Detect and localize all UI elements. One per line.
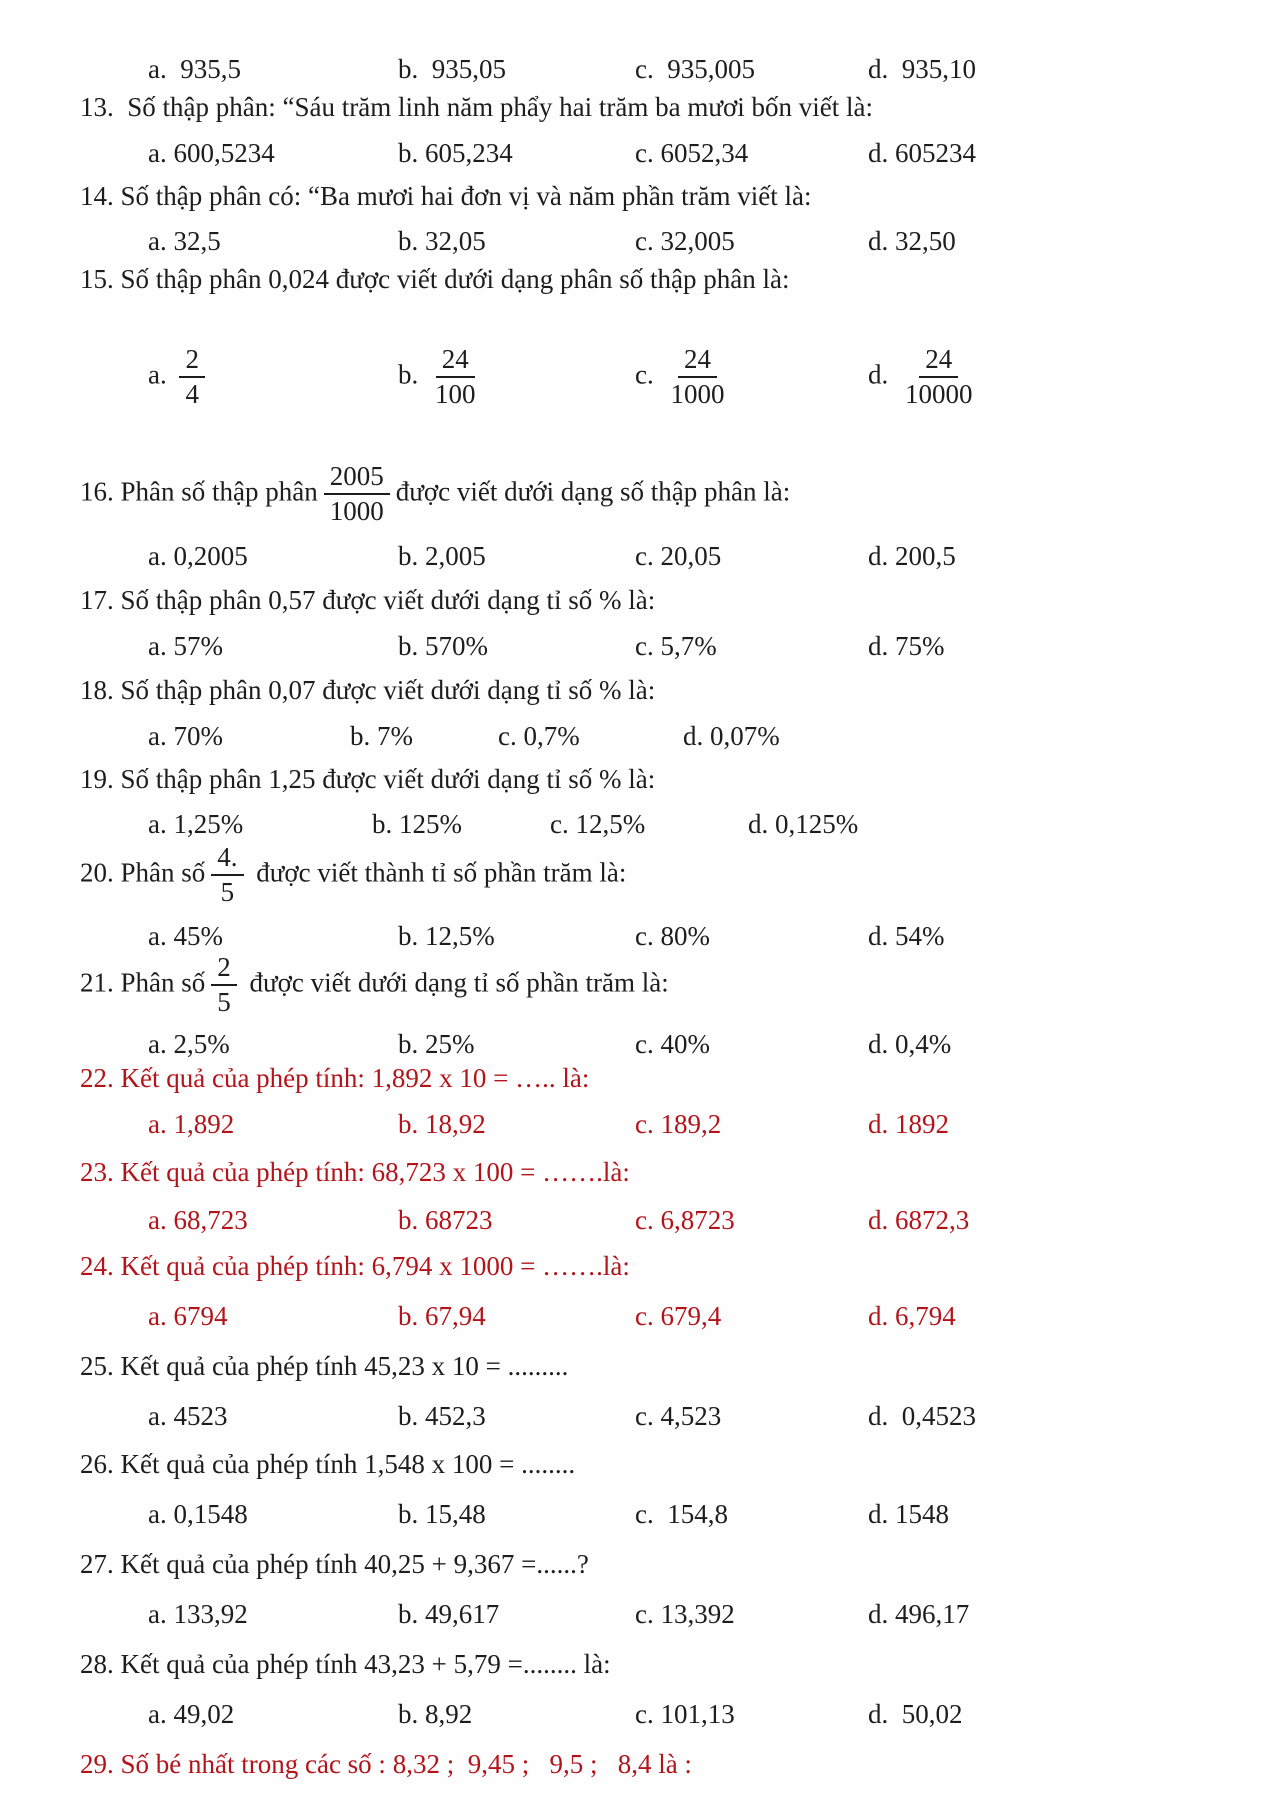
option-label: a. xyxy=(148,1599,167,1629)
option-item xyxy=(868,541,956,572)
option-label: a. xyxy=(148,1401,167,1431)
option-item xyxy=(748,809,858,840)
option-item xyxy=(635,1109,721,1140)
question-row xyxy=(80,181,1267,212)
option-item xyxy=(868,54,976,85)
option-item xyxy=(148,921,223,952)
question-row xyxy=(80,764,1267,795)
question-number: 29. xyxy=(80,1749,114,1779)
option-value: 570% xyxy=(425,631,488,661)
option-item xyxy=(398,54,506,85)
option-label: b. xyxy=(398,138,419,168)
option-value: 8,92 xyxy=(425,1699,473,1729)
question-row xyxy=(80,1157,1267,1188)
option-item xyxy=(148,809,243,840)
option-value: 12,5% xyxy=(575,809,646,839)
option-item xyxy=(868,1599,969,1630)
option-label: c. xyxy=(635,1699,654,1729)
fraction-denominator: 5 xyxy=(220,877,235,908)
option-item xyxy=(148,1029,230,1060)
option-value: 0,1548 xyxy=(173,1499,248,1529)
question-text: Kết quả của phép tính 1,548 x 100 = ........ xyxy=(120,1449,576,1479)
question-text: Kết quả của phép tính 40,25 + 9,367 =......? xyxy=(120,1549,589,1579)
option-item xyxy=(398,1499,486,1530)
option-label: c. xyxy=(635,1499,654,1529)
question-text: Phân số thập phân xyxy=(120,476,318,507)
question-number: 28. xyxy=(80,1649,114,1679)
option-label: b. xyxy=(398,1301,419,1331)
option-label: b. xyxy=(398,359,419,390)
option-value: 125% xyxy=(399,809,462,839)
option-value: 25% xyxy=(425,1029,475,1059)
option-value: 32,005 xyxy=(660,226,735,256)
option-item xyxy=(635,1401,721,1432)
question-number: 13. xyxy=(80,92,114,122)
option-item xyxy=(148,1499,248,1530)
question-row xyxy=(80,1749,1267,1780)
option-label: c. xyxy=(635,1301,654,1331)
option-item xyxy=(148,345,211,409)
option-label: c. xyxy=(550,809,569,839)
option-item xyxy=(635,345,734,409)
option-item xyxy=(635,1029,710,1060)
fraction-numerator: 2 xyxy=(179,345,205,378)
option-item xyxy=(398,541,486,572)
fraction-numerator: 2 xyxy=(211,953,237,986)
option-value: 57% xyxy=(173,631,223,661)
option-label: b. xyxy=(398,1499,419,1529)
fraction-denominator: 100 xyxy=(435,379,476,410)
option-value: 154,8 xyxy=(660,1499,728,1529)
option-value: 935,05 xyxy=(425,54,506,84)
option-value: 6794 xyxy=(173,1301,228,1331)
option-value: 4523 xyxy=(173,1401,228,1431)
option-item xyxy=(868,1029,951,1060)
option-item xyxy=(350,721,413,752)
option-value: 935,10 xyxy=(895,54,976,84)
option-item xyxy=(550,809,645,840)
option-item xyxy=(148,1205,248,1236)
question-number: 25. xyxy=(80,1351,114,1381)
option-value: 935,005 xyxy=(660,54,755,84)
option-item xyxy=(635,541,721,572)
question-number: 19. xyxy=(80,764,114,794)
option-value: 101,13 xyxy=(660,1699,735,1729)
question-text: được viết dưới dạng số thập phân là: xyxy=(395,476,791,507)
option-label: a. xyxy=(148,359,167,390)
option-item xyxy=(148,226,221,257)
option-value: 496,17 xyxy=(895,1599,970,1629)
option-value: 1892 xyxy=(895,1109,949,1139)
option-value: 200,5 xyxy=(895,541,956,571)
option-label: b. xyxy=(350,721,371,751)
option-label: c. xyxy=(635,1401,654,1431)
question-row xyxy=(80,1449,1267,1480)
option-value: 67,94 xyxy=(425,1301,486,1331)
option-label: d. xyxy=(748,809,769,839)
option-value: 4,523 xyxy=(660,1401,722,1431)
fraction-denominator: 1000 xyxy=(329,496,384,527)
option-value: 1,892 xyxy=(173,1109,235,1139)
question-text: được viết thành tỉ số phần trăm là: xyxy=(249,857,627,888)
option-item xyxy=(868,1301,956,1332)
fraction xyxy=(324,462,390,526)
option-label: a. xyxy=(148,138,167,168)
option-value: 12,5% xyxy=(425,921,495,951)
option-value: 605234 xyxy=(895,138,976,168)
option-label: c. xyxy=(635,359,654,390)
option-value: 133,92 xyxy=(173,1599,248,1629)
option-item xyxy=(398,1205,493,1236)
option-item xyxy=(148,1301,227,1332)
option-value: 68723 xyxy=(425,1205,493,1235)
option-value: 45% xyxy=(173,921,223,951)
option-value: 54% xyxy=(895,921,945,951)
option-value: 70% xyxy=(173,721,223,751)
option-label: a. xyxy=(148,1499,167,1529)
option-value: 600,5234 xyxy=(173,138,275,168)
option-value: 13,392 xyxy=(660,1599,735,1629)
question-number: 20. xyxy=(80,857,114,888)
option-item xyxy=(148,54,241,85)
fraction-numerator: 24 xyxy=(436,345,475,378)
fraction-denominator: 5 xyxy=(217,987,231,1018)
fraction xyxy=(211,843,243,907)
question-text: Kết quả của phép tính: 1,892 x 10 = ….. là: xyxy=(120,1063,590,1093)
fraction-numerator: 24 xyxy=(919,345,958,378)
question-row xyxy=(80,953,1267,1017)
option-label: a. xyxy=(148,631,167,661)
option-value: 49,617 xyxy=(425,1599,500,1629)
option-label: d. xyxy=(868,1401,889,1431)
question-text: Số thập phân 0,07 được viết dưới dạng tỉ số % là: xyxy=(120,675,656,705)
option-item xyxy=(635,631,717,662)
question-row xyxy=(80,1649,1267,1680)
option-label: d. xyxy=(868,1109,889,1139)
option-value: 6052,34 xyxy=(660,138,749,168)
option-item xyxy=(398,1029,475,1060)
option-label: c. xyxy=(635,226,654,256)
fraction xyxy=(431,345,480,409)
option-label: d. xyxy=(868,54,889,84)
option-value: 0,07% xyxy=(710,721,780,751)
option-label: d. xyxy=(868,226,889,256)
option-item xyxy=(868,1699,963,1730)
option-label: c. xyxy=(635,921,654,951)
question-text: Phân số xyxy=(120,857,206,888)
question-text: Số thập phân: “Sáu trăm linh năm phẩy hai trăm ba mươi bốn viết là: xyxy=(120,92,874,122)
option-label: c. xyxy=(635,54,654,84)
option-label: c. xyxy=(635,1205,654,1235)
option-item xyxy=(868,921,945,952)
question-row xyxy=(80,675,1267,706)
option-label: d. xyxy=(868,138,889,168)
option-label: d. xyxy=(868,631,889,661)
fraction-numerator: 24 xyxy=(678,345,717,378)
option-label: d. xyxy=(683,721,704,751)
fraction xyxy=(666,345,728,409)
option-label: c. xyxy=(635,631,654,661)
option-item xyxy=(498,721,580,752)
option-label: b. xyxy=(398,1599,419,1629)
option-item xyxy=(148,138,275,169)
option-label: a. xyxy=(148,1029,167,1059)
option-item xyxy=(868,1499,949,1530)
fraction xyxy=(179,345,205,409)
question-number: 22. xyxy=(80,1063,114,1093)
question-row xyxy=(80,1351,1267,1382)
question-text: Số thập phân có: “Ba mươi hai đơn vị và năm phần trăm viết là: xyxy=(120,181,812,211)
option-label: d. xyxy=(868,1699,889,1729)
option-label: b. xyxy=(398,54,419,84)
option-value: 6,794 xyxy=(895,1301,956,1331)
option-item xyxy=(398,921,495,952)
option-value: 6,8723 xyxy=(660,1205,735,1235)
option-value: 1,25% xyxy=(173,809,244,839)
question-number: 21. xyxy=(80,967,114,998)
question-text: Kết quả của phép tính 43,23 + 5,79 =........ là: xyxy=(120,1649,611,1679)
question-text: Kết quả của phép tính 45,23 x 10 = ......... xyxy=(120,1351,569,1381)
question-row xyxy=(80,92,1267,123)
option-value: 2,5% xyxy=(173,1029,230,1059)
fraction-numerator: 2005 xyxy=(324,462,390,495)
question-text: Số thập phân 0,024 được viết dưới dạng phân số thập phân là: xyxy=(120,264,790,294)
question-text: Kết quả của phép tính: 68,723 x 100 = …….là: xyxy=(120,1157,630,1187)
option-value: 7% xyxy=(377,721,413,751)
option-value: 40% xyxy=(660,1029,710,1059)
option-label: d. xyxy=(868,921,889,951)
option-item xyxy=(868,631,945,662)
option-label: b. xyxy=(398,1401,419,1431)
option-item xyxy=(372,809,462,840)
option-label: d. xyxy=(868,541,889,571)
question-number: 27. xyxy=(80,1549,114,1579)
option-label: c. xyxy=(498,721,517,751)
question-row xyxy=(80,843,1267,907)
question-row xyxy=(80,1549,1267,1580)
option-value: 2,005 xyxy=(425,541,486,571)
question-number: 24. xyxy=(80,1251,114,1281)
option-label: b. xyxy=(398,541,419,571)
option-item xyxy=(398,1599,499,1630)
option-value: 32,05 xyxy=(425,226,486,256)
option-value: 32,5 xyxy=(173,226,221,256)
question-row xyxy=(80,1063,1267,1094)
option-value: 0,2005 xyxy=(173,541,248,571)
option-item xyxy=(635,1499,728,1530)
question-row xyxy=(80,1251,1267,1282)
question-number: 15. xyxy=(80,264,114,294)
option-label: c. xyxy=(635,1029,654,1059)
option-item xyxy=(635,1599,735,1630)
fraction-denominator: 10000 xyxy=(905,379,973,410)
question-number: 14. xyxy=(80,181,114,211)
option-value: 679,4 xyxy=(660,1301,722,1331)
question-number: 16. xyxy=(80,476,114,507)
question-number: 26. xyxy=(80,1449,114,1479)
question-text: Phân số xyxy=(120,967,206,998)
option-item xyxy=(635,138,748,169)
option-value: 0,125% xyxy=(775,809,859,839)
option-label: b. xyxy=(398,631,419,661)
option-label: d. xyxy=(868,359,889,390)
question-row xyxy=(80,462,1267,526)
question-number: 18. xyxy=(80,675,114,705)
option-value: 452,3 xyxy=(425,1401,486,1431)
option-label: c. xyxy=(635,1599,654,1629)
option-item xyxy=(635,921,710,952)
option-label: a. xyxy=(148,54,167,84)
option-item xyxy=(635,226,735,257)
option-item xyxy=(398,226,486,257)
option-label: b. xyxy=(398,226,419,256)
question-text: được viết dưới dạng tỉ số phần trăm là: xyxy=(242,967,669,998)
option-item xyxy=(148,1109,234,1140)
option-value: 68,723 xyxy=(173,1205,248,1235)
option-label: c. xyxy=(635,138,654,168)
option-value: 5,7% xyxy=(660,631,717,661)
option-value: 80% xyxy=(660,921,710,951)
option-item xyxy=(868,1401,976,1432)
option-item xyxy=(398,345,486,409)
option-value: 50,02 xyxy=(895,1699,963,1729)
fraction-denominator: 4 xyxy=(185,379,199,410)
fraction-numerator: 4. xyxy=(211,843,243,876)
fraction xyxy=(901,345,977,409)
option-value: 0,7% xyxy=(523,721,580,751)
option-item xyxy=(868,226,956,257)
option-value: 75% xyxy=(895,631,945,661)
option-label: b. xyxy=(398,1109,419,1139)
option-item xyxy=(635,1301,721,1332)
option-label: d. xyxy=(868,1499,889,1529)
option-label: d. xyxy=(868,1205,889,1235)
option-item xyxy=(868,1205,969,1236)
option-label: b. xyxy=(372,809,393,839)
question-row xyxy=(80,585,1267,616)
option-item xyxy=(398,1699,472,1730)
option-value: 32,50 xyxy=(895,226,956,256)
option-value: 189,2 xyxy=(660,1109,722,1139)
option-label: c. xyxy=(635,541,654,571)
option-item xyxy=(398,138,513,169)
option-value: 0,4% xyxy=(895,1029,952,1059)
option-value: 20,05 xyxy=(660,541,722,571)
question-row xyxy=(80,264,1267,295)
option-value: 6872,3 xyxy=(895,1205,970,1235)
option-item xyxy=(868,345,983,409)
question-text: Kết quả của phép tính: 6,794 x 1000 = …….là: xyxy=(120,1251,630,1281)
option-item xyxy=(148,1699,234,1730)
option-label: a. xyxy=(148,541,167,571)
question-number: 17. xyxy=(80,585,114,615)
option-label: b. xyxy=(398,921,419,951)
option-label: a. xyxy=(148,809,167,839)
option-label: a. xyxy=(148,1699,167,1729)
option-value: 15,48 xyxy=(425,1499,486,1529)
option-label: a. xyxy=(148,921,167,951)
question-text: Số thập phân 0,57 được viết dưới dạng tỉ số % là: xyxy=(120,585,656,615)
option-item xyxy=(635,1205,735,1236)
option-label: a. xyxy=(148,721,167,751)
option-value: 0,4523 xyxy=(895,1401,976,1431)
question-text: Số thập phân 1,25 được viết dưới dạng tỉ số % là: xyxy=(120,764,656,794)
option-value: 1548 xyxy=(895,1499,949,1529)
option-item xyxy=(683,721,780,752)
option-item xyxy=(148,721,223,752)
option-label: d. xyxy=(868,1029,889,1059)
option-label: a. xyxy=(148,1109,167,1139)
option-item xyxy=(398,1301,486,1332)
option-label: b. xyxy=(398,1205,419,1235)
option-label: d. xyxy=(868,1301,889,1331)
option-item xyxy=(398,1109,486,1140)
option-value: 49,02 xyxy=(173,1699,235,1729)
option-label: a. xyxy=(148,1301,167,1331)
option-value: 605,234 xyxy=(425,138,513,168)
option-item xyxy=(148,631,223,662)
option-label: a. xyxy=(148,226,167,256)
question-number: 23. xyxy=(80,1157,114,1187)
option-item xyxy=(635,1699,735,1730)
option-item xyxy=(398,631,488,662)
fraction xyxy=(211,953,237,1017)
option-item xyxy=(148,1401,227,1432)
option-label: b. xyxy=(398,1699,419,1729)
option-item xyxy=(635,54,755,85)
option-value: 18,92 xyxy=(425,1109,486,1139)
option-value: 935,5 xyxy=(173,54,241,84)
option-item xyxy=(148,541,248,572)
question-text: Số bé nhất trong các số : 8,32 ; 9,45 ; 9,5 ; 8,4 là : xyxy=(120,1749,692,1779)
option-label: c. xyxy=(635,1109,654,1139)
fraction-denominator: 1000 xyxy=(670,379,725,410)
option-label: d. xyxy=(868,1599,889,1629)
option-item xyxy=(148,1599,248,1630)
option-label: a. xyxy=(148,1205,167,1235)
option-item xyxy=(398,1401,486,1432)
option-item xyxy=(868,1109,949,1140)
option-label: b. xyxy=(398,1029,419,1059)
option-item xyxy=(868,138,976,169)
